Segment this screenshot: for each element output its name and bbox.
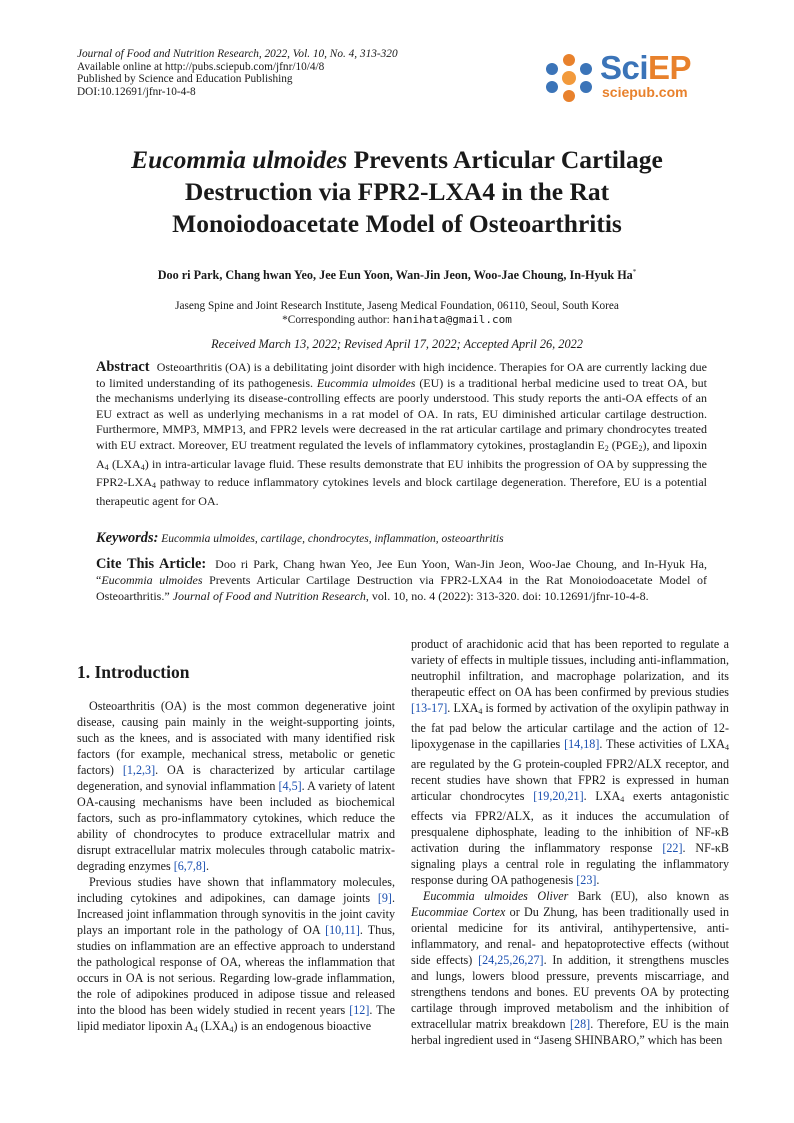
cite-label: Cite This Article: <box>96 556 207 572</box>
article-dates: Received March 13, 2022; Revised April 17, 2022; Accepted April 26, 2022 <box>211 337 583 351</box>
article-title: Eucommia ulmoides Prevents Articular Cartilage Destruction via FPR2-LXA4 in the Rat Monoiodoacetate Model of Osteoarthritis <box>131 145 663 238</box>
citation-link[interactable]: [13-17] <box>411 701 448 715</box>
affiliation: Jaseng Spine and Joint Research Institute, Jaseng Medical Foundation, 06110, Seoul, South Korea *Corresponding author: hanihata@gmail.com <box>175 300 619 326</box>
keywords: Keywords: Eucommia ulmoides, cartilage, chondrocytes, inflammation, osteoarthritis <box>96 530 504 546</box>
citation-link[interactable]: [6,7,8] <box>173 859 206 873</box>
citation-link[interactable]: [23] <box>576 873 597 887</box>
journal-url[interactable]: Available online at http://pubs.sciepub.com/jfnr/10/4/8 <box>77 60 325 73</box>
citation-link[interactable]: [9] <box>377 891 392 905</box>
body-column-left <box>77 698 395 1038</box>
logo-wordmark: SciEP <box>600 49 692 86</box>
abstract: Abstract Osteoarthritis (OA) is a debilitating joint disorder with high incidence. Therapies for OA are currently lacking due to limited understanding of its pathogenesis. Eucommia ulmoides (EU) is a traditional herbal medicine used to treat OA, but the mechanisms underlying its disease-controlling effects are poorly understood. This study reports the anti-OA effects of an EU extract as well as underlying mechanisms in a rat model of OA. In rats, EU diminished articular cartilage destruction. Furthermore, MMP3, MMP13, and FPR2 levels were decreased in the rat articular cartilage and primary chondrocytes treated with EU extract. Moreover, EU treatment regulated the levels of inflammatory cytokines, prostaglandin $E_2$ $(PGE_2)$, and lipoxin $A_4$ $(LXA_4)$ in intra-articular lavage fluid. These results demonstrate that EU inhibits the progression of OA by suppressing the $FPR2-LXA_4$ pathway to reduce inflammatory cytokines levels and block cartilage degeneration. Therefore, EU is a potential therapeutic agent for OA. <box>96 359 708 508</box>
paragraph: product of arachidonic acid that has been reported to regulate a variety of effects in multiple tissues, including anti-inflammation, neutrophil infiltration, and macrophage polarization, and its therapeutic effect on OA has been confirmed by previous studies [13-17]. $LXA_4$ is formed by activation of the oxylipin pathway in the fat pad below the articular cartilage and the action of 12-lipoxygenase in the capillaries [14,18]. These activities of $LXA_4$ are regulated by the G protein-coupled FPR2/ALX receptor, and recent studies have shown that FPR2 is expressed in human articular chondrocytes [19,20,21]. $LXA_4$ exerts antagonistic effects via FPR2/ALX, as it induces the accumulation of presqualene diphosphate, leading to the inhibition of NF-κB activation during the inflammatory response [22]. NF-κB signaling plays a central role in regulating the inflammatory response during OA pathogenesis [23]. <box>411 637 730 887</box>
citation-link[interactable]: [24,25,26,27] <box>478 953 544 967</box>
paragraph: Osteoarthritis (OA) is the most common degenerative joint disease, causing pain mainly in the weight-supporting joints, such as the knees, and is associated with many identified risk factors (for example, mechanical stress, metabolic or genetic factors) [1,2,3]. OA is characterized by articular cartilage degeneration, and synovial inflammation [4,5]. A variety of latent OA-causing mechanisms have been included as biochemical factors, such as pro-inflammatory cytokines, which reduce the ability of chondrocytes to produce extracellular matrix and disrupt extracellular matrix molecules through catabolic matrix-degrading enzymes [6,7,8]. <box>77 699 395 873</box>
citation-link[interactable]: [12] <box>349 1003 370 1017</box>
corresponding-mark: * <box>632 268 637 276</box>
corresponding-email[interactable]: hanihata@gmail.com <box>392 313 512 326</box>
citation-link[interactable]: [28] <box>570 1017 591 1031</box>
citation-link[interactable]: [19,20,21] <box>533 789 584 803</box>
section-title-introduction: 1. Introduction <box>77 662 190 682</box>
publisher: Published by Science and Education Publishing <box>77 73 293 86</box>
abstract-label: Abstract <box>96 359 150 375</box>
sciep-logo[interactable] <box>540 49 720 104</box>
doi: DOI:10.12691/jfnr-10-4-8 <box>77 85 196 98</box>
authors: Doo ri Park, Chang hwan Yeo, Jee Eun Yoon, Wan-Jin Jeon, Woo-Jae Choung, In-Hyuk Ha* <box>157 268 637 283</box>
cite-this-article: Cite This Article: Doo ri Park, Chang hwan Yeo, Jee Eun Yoon, Wan-Jin Jeon, Woo-Jae Choung, and In-Hyuk Ha, “Eucommia ulmoides Prevents Articular Cartilage Destruction via FPR2-LXA4 in the Rat Monoiodoacetate Model of Osteoarthritis.” Journal of Food and Nutrition Research, vol. 10, no. 4 (2022): 313-320. doi: 10.12691/jfnr-10-4-8. <box>96 556 707 603</box>
keywords-label: Keywords: <box>96 530 159 546</box>
citation-link[interactable]: [10,11] <box>325 923 360 937</box>
corresponding-label: *Corresponding author: <box>282 314 390 326</box>
sciep-logo-icon <box>540 52 598 104</box>
paragraph: Previous studies have shown that inflammatory molecules, including cytokines and adipokines, can damage joints [9]. Increased joint inflammation through synovitis in the joint cavity plays an important role in the pathology of OA [10,11]. Thus, studies on inflammation are an effective approach to understand the pathological response of OA, whereas the inflammation that occurs in OA is not serious. Regarding low-grade inflammation, the role of adipokines produced in adipose tissue and released into the blood has been widely studied in recent years [12]. The lipid mediator lipoxin $A_4$ $(LXA_4)$ is an endogenous bioactive <box>77 875 396 1034</box>
citation-link[interactable]: [4,5] <box>278 779 302 793</box>
logo-url: sciepub.com <box>602 84 688 100</box>
citation-link[interactable]: [22] <box>662 841 683 855</box>
citation-link[interactable]: [1,2,3] <box>122 763 156 777</box>
paragraph: Eucommia ulmoides Oliver Bark (EU), also known as Eucommiae Cortex or Du Zhung, has been traditionally used in oriental medicine for its antiviral, antihypertensive, anti-inflammatory, and renal- and hepatoprotective effects (without side effects) [24,25,26,27]. In addition, it strengthens muscles and lungs, lowers blood pressure, prevents miscarriage, and strengthens tendons and bones. EU prevents OA by protecting cartilage through improved metabolism and the inhibition of extracellular matrix breakdown [28]. Therefore, EU is the main herbal ingredient used in “Jaseng SHINBARO,” which has been <box>411 889 730 1047</box>
journal-info <box>77 48 398 98</box>
body-column-right <box>411 636 729 1048</box>
citation-link[interactable]: [14,18] <box>564 737 600 751</box>
journal-citation: Journal of Food and Nutrition Research, 2022, Vol. 10, No. 4, 313-320 <box>77 48 398 60</box>
